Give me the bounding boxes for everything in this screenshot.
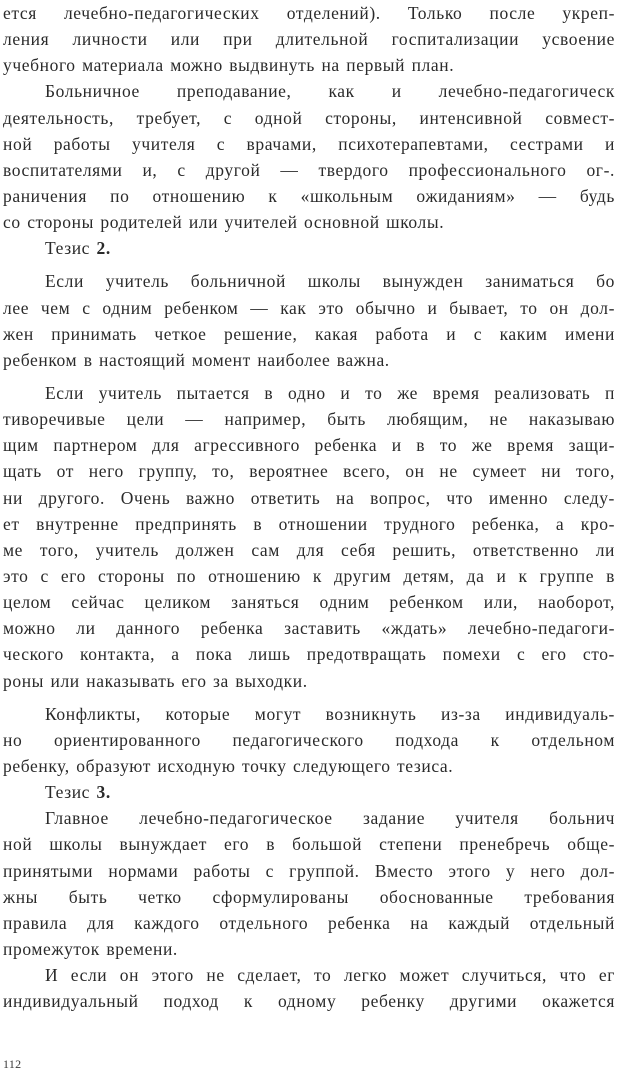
text-line: ческого контакта, а пока лишь предотвращать помехи с его сто-	[3, 644, 615, 665]
text-line: ется лечебно-педагогических отделений). Только после укреп-	[3, 3, 615, 23]
text-line: ления личности или при длительной госпитализации усвоение	[3, 29, 615, 50]
text-line: ет внутренне предпринять в отношении трудного ребенка, а кро-	[3, 513, 615, 534]
text-line: ной работы учителя с врачами, психотерапевтами, сестрами и	[3, 133, 615, 154]
text-line: ни другого. Очень важно ответить на вопрос, что именно следу-	[3, 487, 615, 508]
text-line: щим партнером для агрессивного ребенка и в то же время защи-	[3, 435, 615, 456]
text-line: целом сейчас целиком заняться одним ребенком или, наоборот,	[3, 592, 615, 613]
text-line: Если учитель пытается в одно и то же время реализовать п	[45, 382, 615, 403]
text-line: воспитателями и, с другой — твердого профессионального ог-.	[3, 159, 615, 180]
thesis-number: 2.	[96, 238, 111, 259]
thesis-heading	[3, 779, 615, 805]
text-line: это с его стороны по отношению к другим детям, да и к группе в	[3, 565, 615, 586]
text-line: ной школы вынуждает его в большой степени пренебречь обще-	[3, 834, 615, 855]
text-line: учебного материала можно выдвинуть на первый план.	[3, 55, 455, 76]
text-line: раничения по отношению к «школьным ожиданиям» — будь	[3, 185, 615, 206]
thesis-number: 3.	[96, 782, 111, 803]
text-line: лее чем с одним ребенком — как это обычно и бывает, то он дол-	[3, 297, 615, 318]
text-line: Конфликты, которые могут возникнуть из-за индивидуаль-	[45, 703, 615, 724]
text-line: ме того, учитель должен сам для себя решить, ответственно ли	[3, 539, 615, 560]
text-line: щать от него группу, то, вероятнее всего, он не сумеет ни того,	[3, 461, 615, 482]
text-line: правила для каждого отдельного ребенка на каждый отдельный	[3, 912, 615, 933]
text-line: жен принимать четкое решение, какая работа и с каким имени	[3, 323, 615, 344]
text-line: Если учитель больничной школы вынужден заниматься бо	[45, 271, 615, 292]
thesis-label: Тезис	[45, 238, 97, 259]
text-line: но ориентированного педагогического подхода к отдельном	[3, 729, 615, 750]
text-line: роны или наказывать его за выходки.	[3, 670, 308, 691]
page-text	[3, 0, 615, 1014]
text-line: жны быть четко сформулированы обоснованные требования	[3, 886, 615, 907]
thesis-label: Тезис	[45, 782, 97, 803]
text-line: Больничное преподавание, как и лечебно-педагогическ	[45, 81, 615, 102]
text-line: ребенку, образуют исходную точку следующего тезиса.	[3, 755, 454, 776]
page-number: 112	[3, 1057, 22, 1071]
text-line: И если он этого не сделает, то легко может случиться, что ег	[45, 965, 615, 986]
text-line: промежуток времени.	[3, 938, 178, 959]
text-line: принятыми нормами работы с группой. Вместо этого у него дол-	[3, 860, 615, 881]
text-line: со стороны родителей или учителей основной школы.	[3, 212, 445, 233]
thesis-heading	[3, 235, 615, 261]
text-line: деятельность, требует, с одной стороны, интенсивной совмест-	[3, 107, 615, 128]
text-line: тиворечивые цели — например, быть любящим, не наказываю	[3, 409, 615, 430]
text-line: можно ли данного ребенка заставить «ждать» лечебно-педагоги-	[3, 618, 615, 639]
text-line: Главное лечебно-педагогическое задание учителя больнич	[45, 808, 615, 829]
text-line: индивидуальный подход к одному ребенку другими окажется	[3, 991, 615, 1012]
text-line: ребенком в настоящий момент наиболее важна.	[3, 349, 390, 370]
